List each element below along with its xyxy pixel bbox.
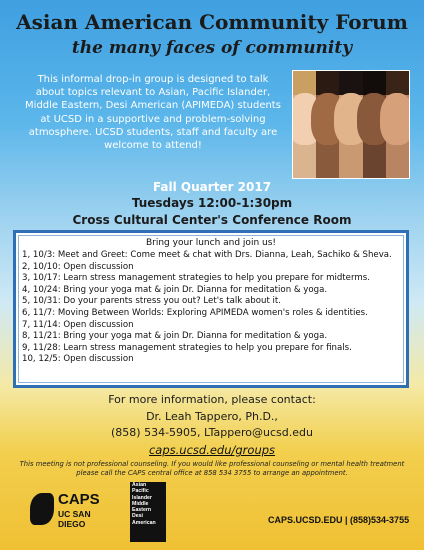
apimeda-line: Eastern (132, 507, 152, 514)
schedule-item: 9, 11/28: Learn stress management strategies to help you prepare for finals. (22, 342, 352, 353)
footer-contact[interactable]: CAPS.UCSD.EDU | (858)534-3755 (268, 515, 410, 525)
apimeda-line: Asian (132, 482, 147, 488)
faces-photo (292, 70, 410, 179)
schedule-item: 1, 10/3: Meet and Greet: Come meet & chat with Drs. Dianna, Leah, Sachiko & Sheva. (22, 250, 392, 260)
page-title: Asian American Community Forum (16, 10, 408, 34)
schedule-box (13, 230, 409, 388)
quarter-label: Fall Quarter 2017 (152, 180, 272, 194)
schedule-item: 4, 10/24: Bring your yoga mat & join Dr. Dianna for meditation & yoga. (22, 284, 328, 295)
schedule-item: 6, 11/7: Moving Between Worlds: Exploring APIMEDA women's roles & identities. (22, 307, 368, 318)
caps-logo[interactable] (30, 491, 120, 531)
schedule-item: 5, 10/31: Do your parents stress you out? Let's talk about it. (22, 296, 282, 307)
schedule-item: 10, 12/5: Open discussion (22, 354, 134, 365)
meeting-time: Tuesdays 12:00-1:30pm (131, 196, 293, 210)
meeting-location: Cross Cultural Center's Conference Room (72, 213, 352, 227)
contact-name: Dr. Leah Tappero, Ph.D., (146, 410, 278, 423)
groups-link[interactable]: caps.ucsd.edu/groups (148, 443, 276, 457)
schedule-item: 8, 11/21: Bring your yoga mat & join Dr. Dianna for meditation & yoga. (22, 331, 328, 342)
apimeda-line: American (132, 519, 156, 526)
page-subtitle: the many faces of community (71, 38, 353, 58)
caps-logo-subtext: UC SAN DIEGO (58, 509, 91, 529)
apimeda-line: Pacific (132, 488, 149, 495)
schedule-heading: Bring your lunch and join us! (145, 238, 277, 248)
apimeda-line: Islander (132, 494, 152, 501)
contact-phone-email[interactable]: (858) 534-5905, LTappero@ucsd.edu (111, 426, 313, 439)
apimeda-line: Middle (132, 500, 149, 507)
intro-paragraph: This informal drop-in group is designed to talk about topics relevant to Asian, Pacific Islander, Middle Eastern, Desi American (APIMEDA) students at UCSD in a supportive and problem-solving atmosphere. UCSD students, staff and faculty are welcome to attend! (25, 74, 281, 152)
schedule-item: 2, 10/10: Open discussion (22, 261, 134, 272)
contact-heading: For more information, please contact: (108, 393, 316, 406)
schedule-item: 7, 11/14: Open discussion (22, 319, 134, 330)
apimeda-logo (130, 482, 166, 542)
caps-logo-text: CAPS (58, 491, 100, 508)
apimeda-line: Desi (132, 513, 143, 520)
schedule-item: 3, 10/17: Learn stress management strategies to help you prepare for midterms. (22, 273, 370, 284)
disclaimer-text: This meeting is not professional counseling. If you would like professional counseling or mental health treatment please call the CAPS central office at 858 534 3755 to arrange an appointment. (19, 460, 405, 477)
shell-icon (30, 493, 54, 525)
face-strip (386, 71, 409, 178)
